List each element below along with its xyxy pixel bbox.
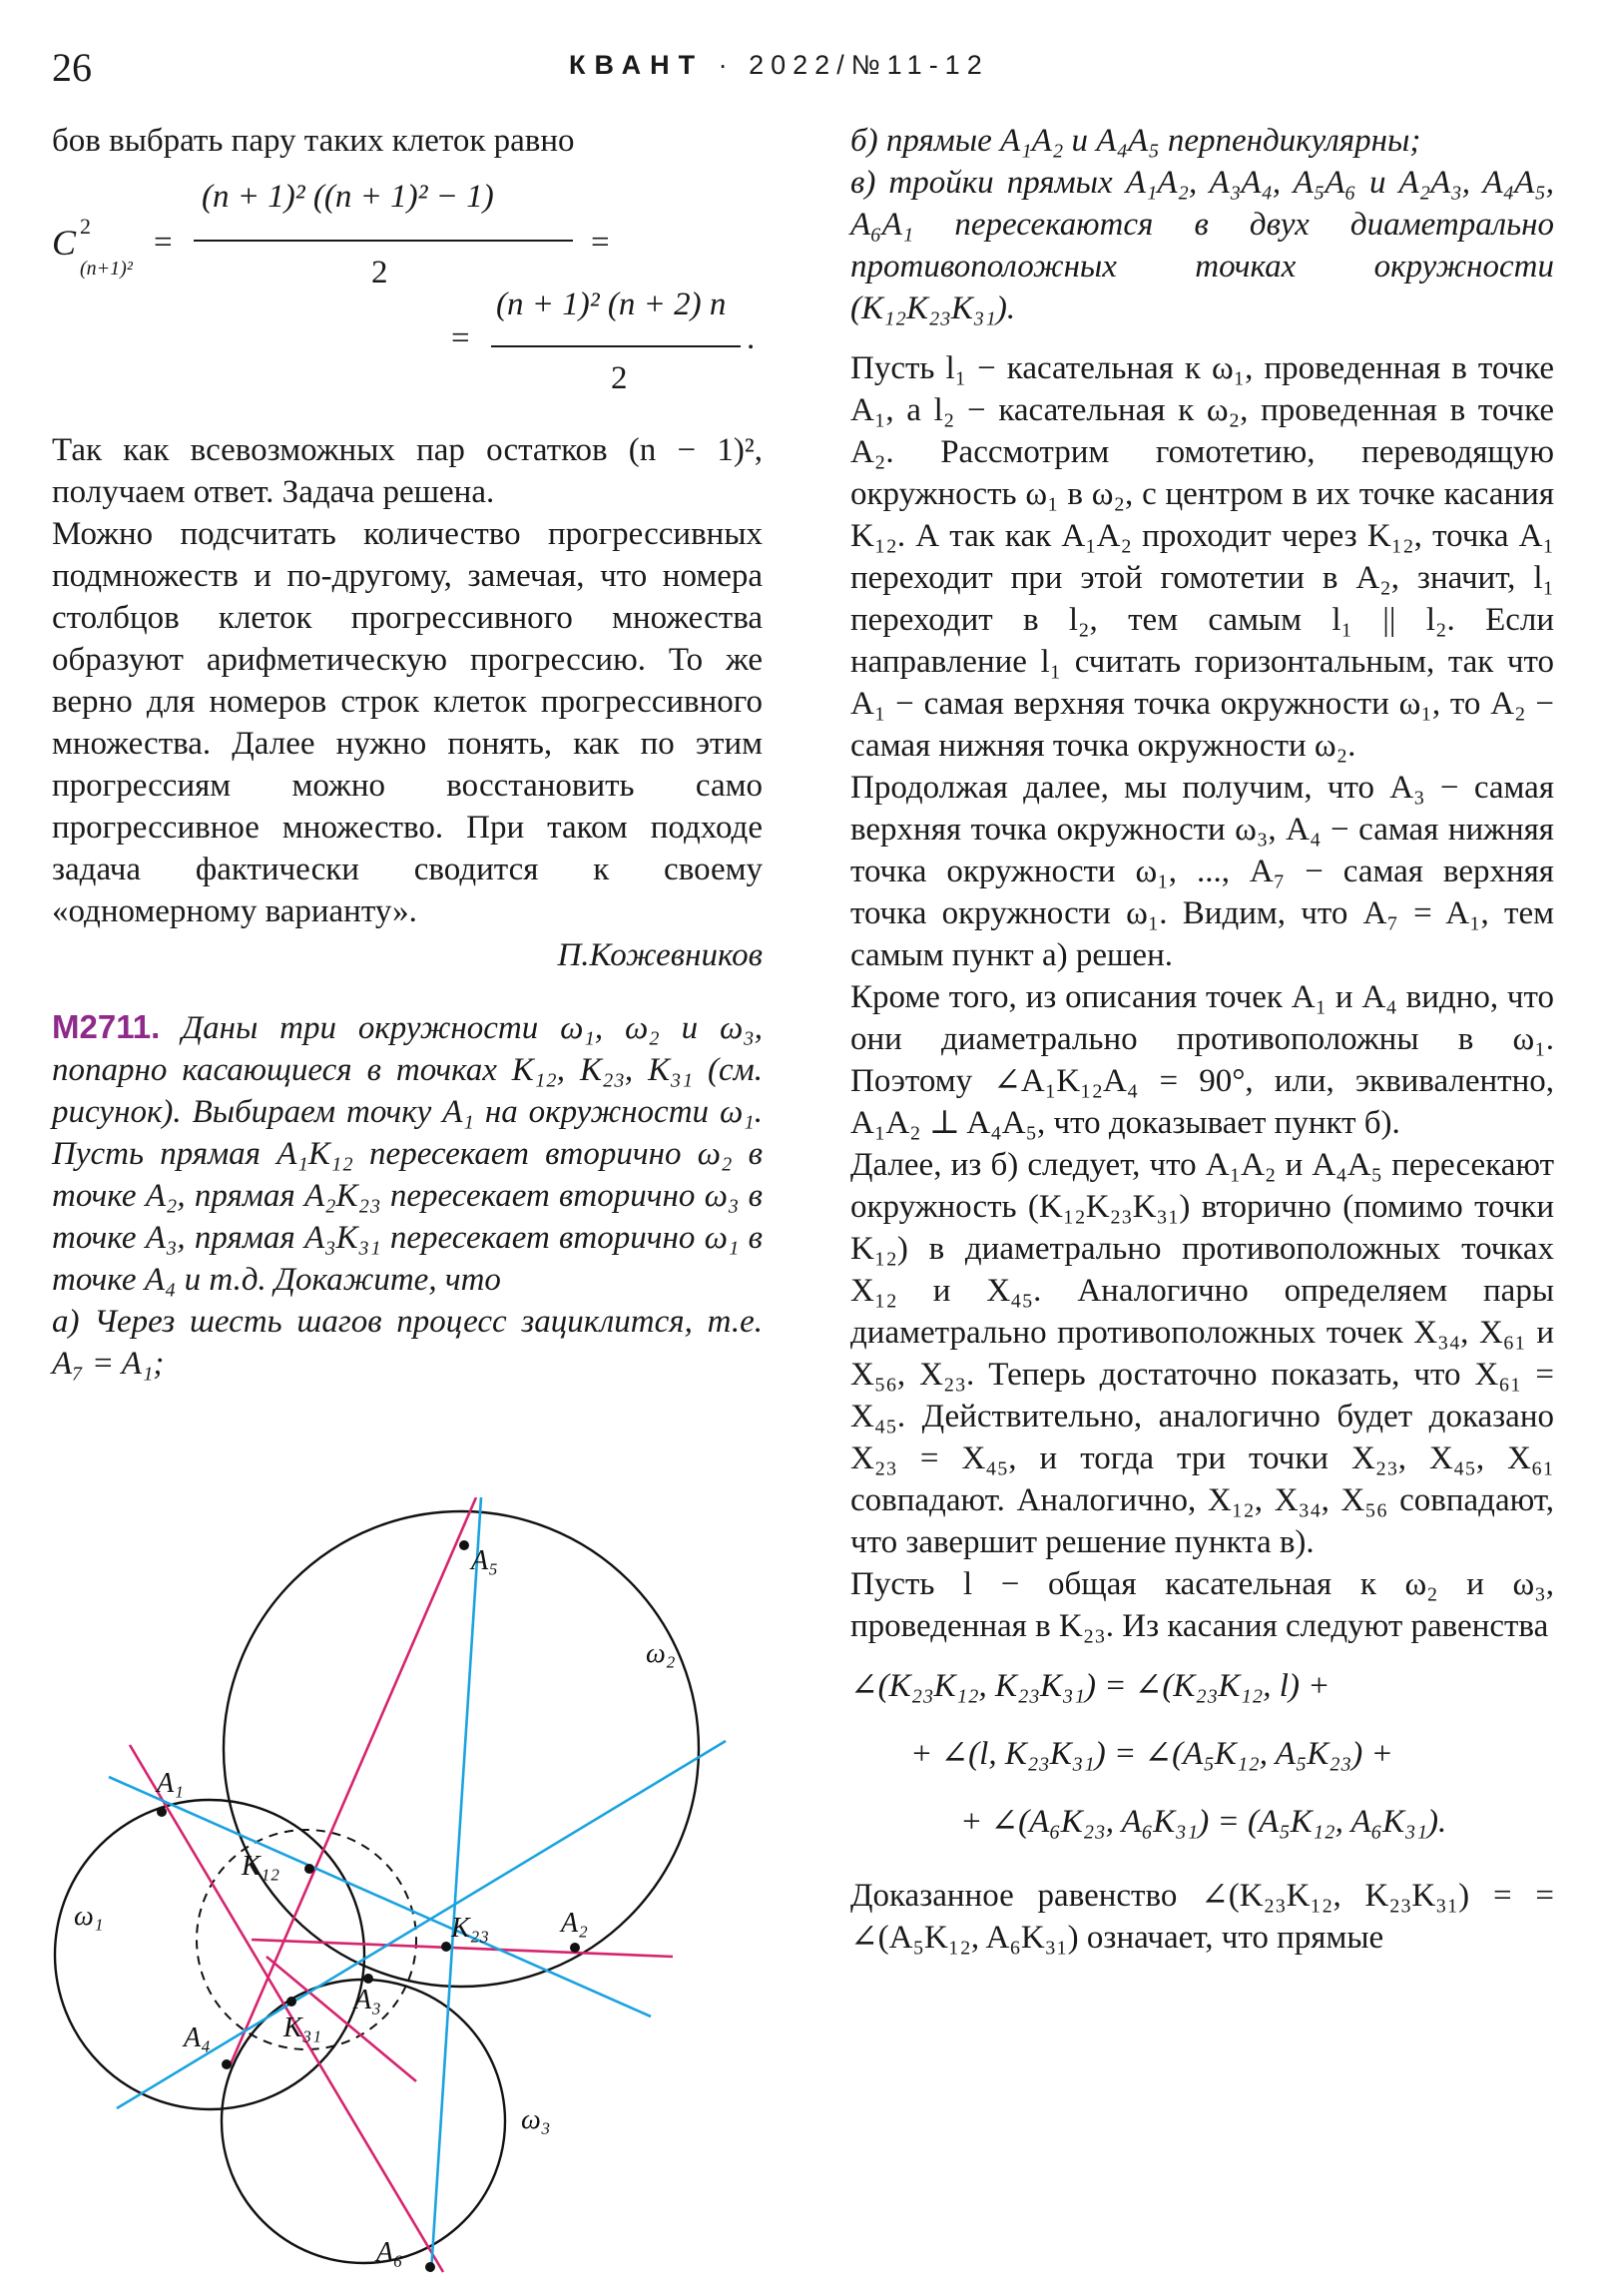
formula-den1: 2 [371,255,388,290]
line-a5a6-cyan [431,1497,481,2272]
intro-line: бов выбрать пару таких клеток равно [52,123,575,159]
point-k23 [441,1942,451,1952]
point-a1 [157,1807,167,1817]
label-k23: K₂₃ [451,1913,490,1944]
point-a3 [363,1974,373,1984]
journal-title: КВАНТ [569,50,705,80]
problem-text: Даны три окружности ω₁, ω₂ и ω₃, попарно касающиеся в точках K₁₂, K₂₃, K₃₁ (см. рисунок). Выбираем точку A₁ на окружности ω₁. Пусть прямая A₁K₁₂ пересекает вторично ω₂ в точке A₂, прямая A₂K₂₃ пересекает вторично ω₃ в точке A₃, прямая A₃K₃₁ пересекает вторично ω₁ в точке A₄ и т.д. Докажите, что [52,1010,763,1298]
point-k12 [304,1864,314,1874]
solution-paragraph-1: Пусть l₁ − касательная к ω₁, проведенная в точке A₁, а l₂ − касательная к ω₂, проведенная в точке A₂. Рассмотрим гомотетию, переводящую окружность ω₁ в ω₂, с центром в их точке касания K₁₂. А так как A₁A₂ проходит через K₁₂, точка A₁ переходит при этой гомотетии в A₂, значит, l₁ переходит в l₂, тем самым l₁ || l₂. Если направление l₁ считать горизонтальным, так что A₁ − самая верхняя точка окружности ω₁, то A₂ − самая нижняя точка окружности ω₂. [850,350,1554,764]
label-k12: K₁₂ [242,1851,280,1882]
point-k31 [286,1997,296,2007]
problem-number: M2711. [52,1008,161,1045]
fraction-bar-1 [194,240,573,242]
figure-labels [74,1545,676,2268]
point-a6 [425,2262,435,2272]
label-omega2: ω₂ [646,1638,676,1669]
figure-points [157,1540,580,2272]
equation-line-3: + ∠(A₆K₂₃, A₆K₃₁) = (A₅K₁₂, A₆K₃₁). [960,1804,1447,1840]
page-number: 26 [52,45,92,90]
solution-paragraph-3: Кроме того, из описания точек A₁ и A₄ видно, что они диаметрально противоположны в ω₁. Поэтому ∠A₁K₁₂A₄ = 90°, или, эквивалентно, A₁A₂ ⊥ A₄A₅, что доказывает пункт б). [850,979,1554,1141]
combination-formula [52,166,763,415]
formula-eq-tail: = [591,225,610,261]
problem-item-b: б) прямые A₁A₂ и A₄A₅ перпендикулярны; [850,123,1421,159]
label-a3: A₃ [354,1985,381,2015]
cyan-lines [109,1497,726,2272]
problem-item-c: в) тройки прямых A₁A₂, A₃A₄, A₅A₆ и A₂A₃, A₄A₅, A₆A₁ пересекаются в двух диаметрально противоположных точках окружности (K₁₂K₂₃K₃₁). [850,165,1554,326]
circle-omega3 [222,1980,505,2263]
circles-figure [52,1497,751,2276]
angle-equation [850,1651,1554,1871]
point-a2 [570,1943,580,1953]
formula-den2: 2 [611,360,628,396]
point-a4 [222,2059,232,2069]
label-omega1: ω₁ [74,1901,104,1932]
formula-eq: = [154,225,173,261]
problem-item-a: а) Через шесть шагов процесс зациклится, т.е. A₇ = A₁; [52,1304,763,1382]
formula-eq-2: = [451,320,470,356]
equation-line-2: + ∠(l, K₂₃K₃₁) = ∠(A₅K₁₂, A₅K₂₃) + [910,1736,1393,1772]
label-omega3: ω₃ [521,2104,551,2135]
line-a1a2-magenta [130,1745,443,2272]
fraction-bar-2 [491,345,741,347]
solution-paragraph-2: Продолжая далее, мы получим, что A₃ − самая верхняя точка окружности ω₃, A₄ − самая нижняя точка окружности ω₁, ..., A₇ − самая верхняя точка окружности ω₁. Видим, что A₇ = A₁, тем самым пункт а) решен. [850,770,1554,973]
issue-info: · 2022/№11-12 [718,50,989,80]
right-column [850,120,1554,1959]
problem-statement [52,1006,763,1301]
formula-lhs-sup: 2 [80,214,91,239]
point-a5 [459,1540,469,1550]
label-a4: A₄ [184,2022,211,2053]
left-column [52,120,763,1385]
author-signature: П.Кожевников [557,937,763,973]
formula-num1: (n + 1)² ((n + 1)² − 1) [202,179,494,215]
label-a2: A₂ [561,1908,588,1939]
solution-paragraph-4: Далее, из б) следует, что A₁A₂ и A₄A₅ пересекают окружность (K₁₂K₂₃K₃₁) вторично (помимо точки K₁₂) в диаметрально противоположных точках X₁₂ и X₄₅. Аналогично определяем пары диаметрально противоположных точек X₃₄, X₆₁ и X₅₆, X₂₃. Теперь достаточно показать, что X₆₁ = X₄₅. Действительно, аналогично будет доказано X₂₃ = X₄₅, и тогда три точки X₂₃, X₄₅, X₆₁ совпадают. Аналогично, X₁₂, X₃₄, X₅₆ совпадают, что завершит решение пункта в). [850,1147,1554,1560]
label-a5: A₅ [471,1545,498,1576]
label-a1: A₁ [157,1768,184,1799]
equation-line-1: ∠(K₂₃K₁₂, K₂₃K₃₁) = ∠(K₂₃K₁₂, l) + [850,1668,1331,1704]
formula-lhs-sub: (n+1)² [80,258,133,280]
paragraph-answer: Так как всевозможных пар остатков (n − 1)², получаем ответ. Задача решена. [52,432,763,510]
solution-paragraph-6: Доказанное равенство ∠(K₂₃K₁₂, K₂₃K₃₁) = = ∠(A₅K₁₂, A₆K₃₁) означает, что прямые [850,1878,1554,1956]
formula-num2: (n + 1)² (n + 2) n [496,287,727,322]
solution-paragraph-5: Пусть l − общая касательная к ω₂ и ω₃, проведенная в K₂₃. Из касания следуют равенства [850,1566,1554,1644]
label-a6: A₆ [376,2237,403,2268]
formula-end: . [747,320,756,356]
running-header [569,50,989,81]
paragraph-alternative: Можно подсчитать количество прогрессивных подмножеств и по-другому, замечая, что номера столбцов клеток прогрессивного множества образуют арифметическую прогрессию. То же верно для номеров строк клеток прогрессивного множества. Далее нужно понять, как по этим прогрессиям можно восстановить само прогрессивное множество. При таком подходе задача фактически сводится к своему «одномерному варианту». [52,516,763,929]
formula-lhs: C [52,223,77,263]
label-k31: K₃₁ [283,2012,322,2043]
